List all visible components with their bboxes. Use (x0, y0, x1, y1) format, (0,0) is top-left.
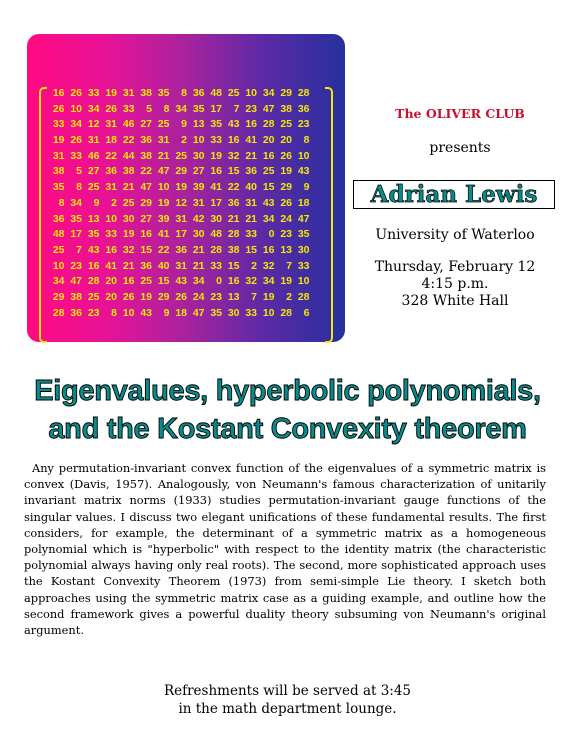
matrix-cell: 48 (210, 228, 222, 241)
matrix-cell: 20 (105, 275, 117, 288)
matrix-cell: 47 (140, 181, 152, 194)
matrix-cell: 27 (192, 165, 205, 178)
matrix-cell: 23 (210, 290, 222, 303)
matrix-cell: 18 (105, 134, 117, 147)
matrix-cell: 35 (157, 87, 170, 99)
matrix-cell: 36 (105, 165, 117, 178)
matrix-cell: 15 (140, 243, 152, 256)
matrix-cell: 43 (87, 243, 100, 256)
matrix-cell: 24 (280, 212, 292, 225)
matrix-cell: 25 (262, 165, 275, 178)
matrix-cell: 40 (245, 181, 257, 194)
matrix-cell: 7 (286, 259, 292, 272)
matrix-cell: 21 (245, 149, 257, 162)
matrix-cell: 15 (262, 181, 275, 194)
matrix-cell: 26 (280, 149, 292, 162)
talk-title-line-1: Eigenvalues, hyperbolic polynomials, (34, 375, 541, 407)
matrix-cell: 22 (227, 181, 240, 194)
matrix-cell: 33 (70, 149, 82, 162)
matrix-cell: 20 (280, 134, 292, 147)
matrix-cell: 25 (227, 87, 240, 99)
matrix-cell: 29 (280, 181, 292, 194)
matrix-cell: 16 (262, 149, 275, 162)
matrix-cell: 36 (192, 87, 205, 99)
matrix-cell: 35 (87, 228, 100, 241)
matrix-cell: 29 (280, 87, 292, 99)
matrix-cell: 8 (303, 134, 310, 147)
matrix-cell: 10 (192, 134, 205, 147)
matrix-cell: 21 (122, 181, 135, 194)
matrix-cell: 19 (210, 149, 222, 162)
matrix-cell: 28 (52, 306, 65, 319)
speaker-name: Adrian Lewis (370, 181, 538, 208)
matrix-cell: 13 (192, 118, 205, 131)
matrix-cell: 15 (227, 259, 240, 272)
matrix-cell: 22 (157, 243, 170, 256)
matrix-cell: 16 (227, 134, 240, 147)
matrix-graphic-panel (27, 34, 345, 342)
matrix-cell: 25 (157, 118, 170, 131)
matrix-cell: 16 (262, 243, 275, 256)
matrix-cell: 8 (111, 306, 117, 319)
matrix-cell: 31 (245, 196, 257, 209)
matrix-cell: 35 (297, 228, 310, 241)
matrix-cell: 36 (245, 165, 257, 178)
matrix-cell: 41 (105, 259, 117, 272)
matrix-cell: 26 (280, 196, 292, 209)
matrix-cell: 38 (140, 87, 152, 99)
matrix-cell: 31 (87, 134, 100, 147)
matrix-cell: 32 (227, 149, 240, 162)
matrix-cell: 23 (87, 306, 100, 319)
matrix-cell: 19 (140, 290, 152, 303)
matrix-cell: 16 (122, 275, 135, 288)
matrix-cell: 15 (227, 165, 240, 178)
matrix-cell: 19 (105, 87, 117, 99)
refreshments-line-2: in the math department lounge. (178, 701, 397, 717)
matrix-cell: 10 (70, 102, 82, 115)
matrix-cell: 31 (192, 196, 205, 209)
matrix-cell: 13 (280, 243, 292, 256)
matrix-cell: 16 (105, 243, 117, 256)
matrix-cell: 31 (175, 259, 187, 272)
matrix-cell: 12 (175, 196, 187, 209)
matrix-cell: 28 (262, 118, 275, 131)
matrix-cell: 33 (210, 134, 222, 147)
matrix-row (47, 274, 327, 290)
matrix-cell: 23 (245, 102, 257, 115)
matrix-cell: 10 (245, 87, 257, 99)
matrix-cell: 25 (140, 275, 152, 288)
matrix-cell: 31 (52, 149, 65, 162)
matrix-cell: 30 (297, 243, 310, 256)
matrix-cell: 18 (297, 196, 310, 209)
matrix-row (47, 243, 327, 259)
matrix-row (47, 102, 327, 118)
matrix-cell: 7 (76, 243, 82, 256)
matrix-cell: 30 (192, 228, 205, 241)
matrix-cell: 31 (157, 134, 170, 147)
matrix-cell: 25 (175, 149, 187, 162)
matrix-cell: 34 (52, 275, 65, 288)
speaker-affiliation: University of Waterloo (375, 227, 535, 243)
matrix-cell: 10 (52, 259, 65, 272)
matrix-cell: 9 (181, 118, 187, 131)
matrix-cell: 26 (52, 102, 65, 115)
matrix-cell: 38 (122, 165, 135, 178)
matrix-cell: 38 (227, 243, 240, 256)
presents-text: presents (429, 140, 491, 156)
matrix-cell: 25 (87, 290, 100, 303)
matrix-cell: 47 (192, 306, 205, 319)
matrix-cell: 29 (175, 165, 187, 178)
matrix-cell: 41 (210, 181, 222, 194)
matrix-cell: 35 (70, 212, 82, 225)
matrix-cell: 2 (286, 290, 292, 303)
matrix-cell: 10 (262, 306, 275, 319)
matrix-cell: 10 (297, 275, 310, 288)
matrix-row (47, 133, 327, 149)
matrix-cell: 33 (52, 118, 65, 131)
matrix-cell: 28 (87, 275, 100, 288)
matrix-cell: 19 (157, 196, 170, 209)
matrix-cell: 17 (70, 228, 82, 241)
talk-time: 4:15 p.m. (421, 276, 489, 292)
matrix-cell: 12 (87, 118, 100, 131)
matrix-cell: 25 (52, 243, 65, 256)
matrix-cell: 36 (140, 134, 152, 147)
matrix-cell: 15 (157, 275, 170, 288)
matrix-cell: 13 (87, 212, 100, 225)
matrix-cell: 28 (297, 87, 310, 99)
matrix-cell: 35 (210, 306, 222, 319)
matrix-cell: 9 (303, 181, 310, 194)
symmetric-matrix-grid (47, 86, 327, 321)
matrix-cell: 22 (122, 134, 135, 147)
matrix-row (47, 149, 327, 165)
talk-location: 328 White Hall (401, 293, 509, 309)
matrix-row (47, 306, 327, 322)
matrix-cell: 18 (175, 306, 187, 319)
matrix-cell: 10 (105, 212, 117, 225)
matrix-row (47, 86, 327, 102)
matrix-cell: 43 (297, 165, 310, 178)
matrix-cell: 33 (245, 306, 257, 319)
matrix-cell: 16 (52, 87, 65, 99)
matrix-row (47, 164, 327, 180)
matrix-cell: 20 (262, 134, 275, 147)
matrix-cell: 34 (87, 102, 100, 115)
matrix-cell: 5 (146, 102, 152, 115)
talk-title (20, 372, 555, 448)
matrix-cell: 47 (157, 165, 170, 178)
matrix-cell: 28 (227, 228, 240, 241)
matrix-cell: 23 (297, 118, 310, 131)
matrix-cell: 19 (122, 228, 135, 241)
matrix-cell: 2 (251, 259, 257, 272)
matrix-cell: 28 (297, 290, 310, 303)
matrix-cell: 41 (157, 228, 170, 241)
matrix-left-bracket (39, 87, 47, 343)
matrix-cell: 38 (52, 165, 65, 178)
matrix-row (47, 180, 327, 196)
matrix-cell: 40 (157, 259, 170, 272)
matrix-cell: 13 (227, 290, 240, 303)
matrix-cell: 19 (175, 181, 187, 194)
matrix-cell: 34 (175, 102, 187, 115)
matrix-cell: 9 (163, 306, 170, 319)
matrix-cell: 7 (251, 290, 257, 303)
matrix-cell: 27 (87, 165, 100, 178)
matrix-cell: 46 (122, 118, 135, 131)
matrix-cell: 26 (175, 290, 187, 303)
matrix-cell: 42 (192, 212, 205, 225)
matrix-cell: 33 (210, 259, 222, 272)
matrix-cell: 28 (210, 243, 222, 256)
matrix-cell: 30 (210, 212, 222, 225)
matrix-cell: 8 (76, 181, 82, 194)
matrix-cell: 7 (233, 102, 240, 115)
matrix-cell: 0 (216, 275, 222, 288)
matrix-cell: 31 (105, 181, 117, 194)
matrix-cell: 32 (245, 275, 257, 288)
matrix-cell: 35 (210, 118, 222, 131)
matrix-cell: 31 (175, 212, 187, 225)
matrix-cell: 21 (245, 212, 257, 225)
matrix-cell: 21 (157, 149, 170, 162)
matrix-cell: 17 (210, 102, 222, 115)
matrix-cell: 33 (122, 102, 135, 115)
matrix-cell: 38 (140, 149, 152, 162)
matrix-cell: 36 (175, 243, 187, 256)
matrix-cell: 34 (70, 196, 82, 209)
matrix-cell: 34 (262, 87, 275, 99)
matrix-cell: 35 (192, 102, 205, 115)
matrix-cell: 29 (52, 290, 65, 303)
matrix-cell: 9 (93, 196, 100, 209)
matrix-cell: 17 (210, 196, 222, 209)
matrix-cell: 33 (245, 228, 257, 241)
matrix-cell: 48 (210, 87, 222, 99)
matrix-cell: 28 (280, 306, 292, 319)
matrix-cell: 32 (262, 259, 275, 272)
matrix-cell: 19 (280, 165, 292, 178)
matrix-cell: 26 (105, 102, 117, 115)
matrix-cell: 24 (192, 290, 205, 303)
matrix-cell: 43 (175, 275, 187, 288)
matrix-cell: 21 (227, 212, 240, 225)
matrix-cell: 34 (262, 212, 275, 225)
matrix-cell: 39 (157, 212, 170, 225)
matrix-cell: 25 (280, 118, 292, 131)
matrix-cell: 16 (87, 259, 100, 272)
matrix-cell: 31 (105, 118, 117, 131)
matrix-row (47, 290, 327, 306)
matrix-cell: 20 (105, 290, 117, 303)
matrix-cell: 43 (262, 196, 275, 209)
matrix-cell: 16 (245, 118, 257, 131)
matrix-row (47, 196, 327, 212)
matrix-cell: 27 (140, 212, 152, 225)
matrix-cell: 31 (122, 87, 135, 99)
matrix-cell: 36 (297, 102, 310, 115)
matrix-cell: 26 (70, 134, 82, 147)
matrix-cell: 25 (122, 196, 135, 209)
matrix-cell: 33 (297, 259, 310, 272)
matrix-cell: 30 (227, 306, 240, 319)
matrix-cell: 34 (192, 275, 205, 288)
matrix-cell: 36 (70, 306, 82, 319)
matrix-row (47, 259, 327, 275)
matrix-cell: 26 (122, 290, 135, 303)
matrix-cell: 23 (280, 228, 292, 241)
matrix-row (47, 212, 327, 228)
matrix-cell: 38 (70, 290, 82, 303)
matrix-cell: 8 (181, 87, 187, 99)
matrix-cell: 19 (52, 134, 65, 147)
matrix-cell: 41 (245, 134, 257, 147)
matrix-cell: 38 (280, 102, 292, 115)
matrix-cell: 47 (70, 275, 82, 288)
matrix-cell: 32 (122, 243, 135, 256)
matrix-cell: 8 (163, 102, 170, 115)
matrix-cell: 35 (52, 181, 65, 194)
club-name: The OLIVER CLUB (395, 106, 525, 121)
matrix-cell: 46 (87, 149, 100, 162)
matrix-cell: 22 (105, 149, 117, 162)
matrix-cell: 36 (140, 259, 152, 272)
matrix-cell: 29 (140, 196, 152, 209)
matrix-cell: 5 (76, 165, 82, 178)
matrix-cell: 0 (268, 228, 275, 241)
matrix-cell: 21 (192, 259, 205, 272)
matrix-cell: 10 (157, 181, 170, 194)
matrix-cell: 10 (122, 306, 135, 319)
refreshments-note (60, 682, 515, 718)
matrix-cell: 8 (58, 196, 65, 209)
refreshments-line-1: Refreshments will be served at 3:45 (163, 683, 412, 699)
matrix-cell: 44 (122, 149, 135, 162)
matrix-cell: 17 (175, 228, 187, 241)
matrix-cell: 36 (52, 212, 65, 225)
talk-date: Thursday, February 12 (374, 259, 536, 275)
matrix-cell: 6 (303, 306, 310, 319)
matrix-cell: 39 (192, 181, 205, 194)
speaker-name-box (353, 180, 555, 209)
matrix-cell: 30 (122, 212, 135, 225)
talk-title-line-2: and the Kostant Convexity theorem (48, 413, 527, 445)
matrix-cell: 19 (262, 290, 275, 303)
matrix-cell: 22 (140, 165, 152, 178)
matrix-cell: 47 (297, 212, 310, 225)
matrix-cell: 21 (192, 243, 205, 256)
matrix-cell: 26 (70, 87, 82, 99)
matrix-cell: 16 (210, 165, 222, 178)
matrix-cell: 34 (262, 275, 275, 288)
matrix-cell: 10 (297, 149, 310, 162)
matrix-cell: 25 (87, 181, 100, 194)
matrix-row (47, 227, 327, 243)
matrix-cell: 48 (52, 228, 65, 241)
matrix-cell: 43 (227, 118, 240, 131)
matrix-cell: 47 (262, 102, 275, 115)
matrix-cell: 36 (227, 196, 240, 209)
matrix-cell: 33 (87, 87, 100, 99)
matrix-cell: 34 (70, 118, 82, 131)
matrix-cell: 21 (122, 259, 135, 272)
matrix-cell: 29 (157, 290, 170, 303)
matrix-cell: 15 (245, 243, 257, 256)
abstract-paragraph: Any permutation-invariant convex function of the eigenvalues of a symmetric matrix is convex (Davis, 1957). Analogously, von Neumann's famous characterization of unitarily invariant matrix norms (1933) studies permutation-invariant gauge functions of the singular values. I discuss two elegant unifications of these fundamental results. The first considers, for example, the determinant of a symmetric matrix as a homogeneous polynomial which is "hyperbolic" with respect to the identity matrix (the characteristic polynomial always having only real roots). The second, more sophisticated approach uses the Kostant Convexity Theorem (1973) from semi-simple Lie theory. I sketch both approaches using the symmetric matrix case as a guiding example, and outline how the second framework gives a powerful duality theory subsuming von Neumann's original argument. (24, 461, 546, 638)
matrix-cell: 27 (140, 118, 152, 131)
matrix-cell: 33 (105, 228, 117, 241)
matrix-row (47, 117, 327, 133)
matrix-cell: 23 (70, 259, 82, 272)
matrix-cell: 30 (192, 149, 205, 162)
matrix-cell: 16 (227, 275, 240, 288)
matrix-cell: 16 (140, 228, 152, 241)
matrix-cell: 2 (111, 196, 117, 209)
matrix-cell: 19 (280, 275, 292, 288)
matrix-cell: 2 (181, 134, 187, 147)
matrix-cell: 43 (140, 306, 152, 319)
